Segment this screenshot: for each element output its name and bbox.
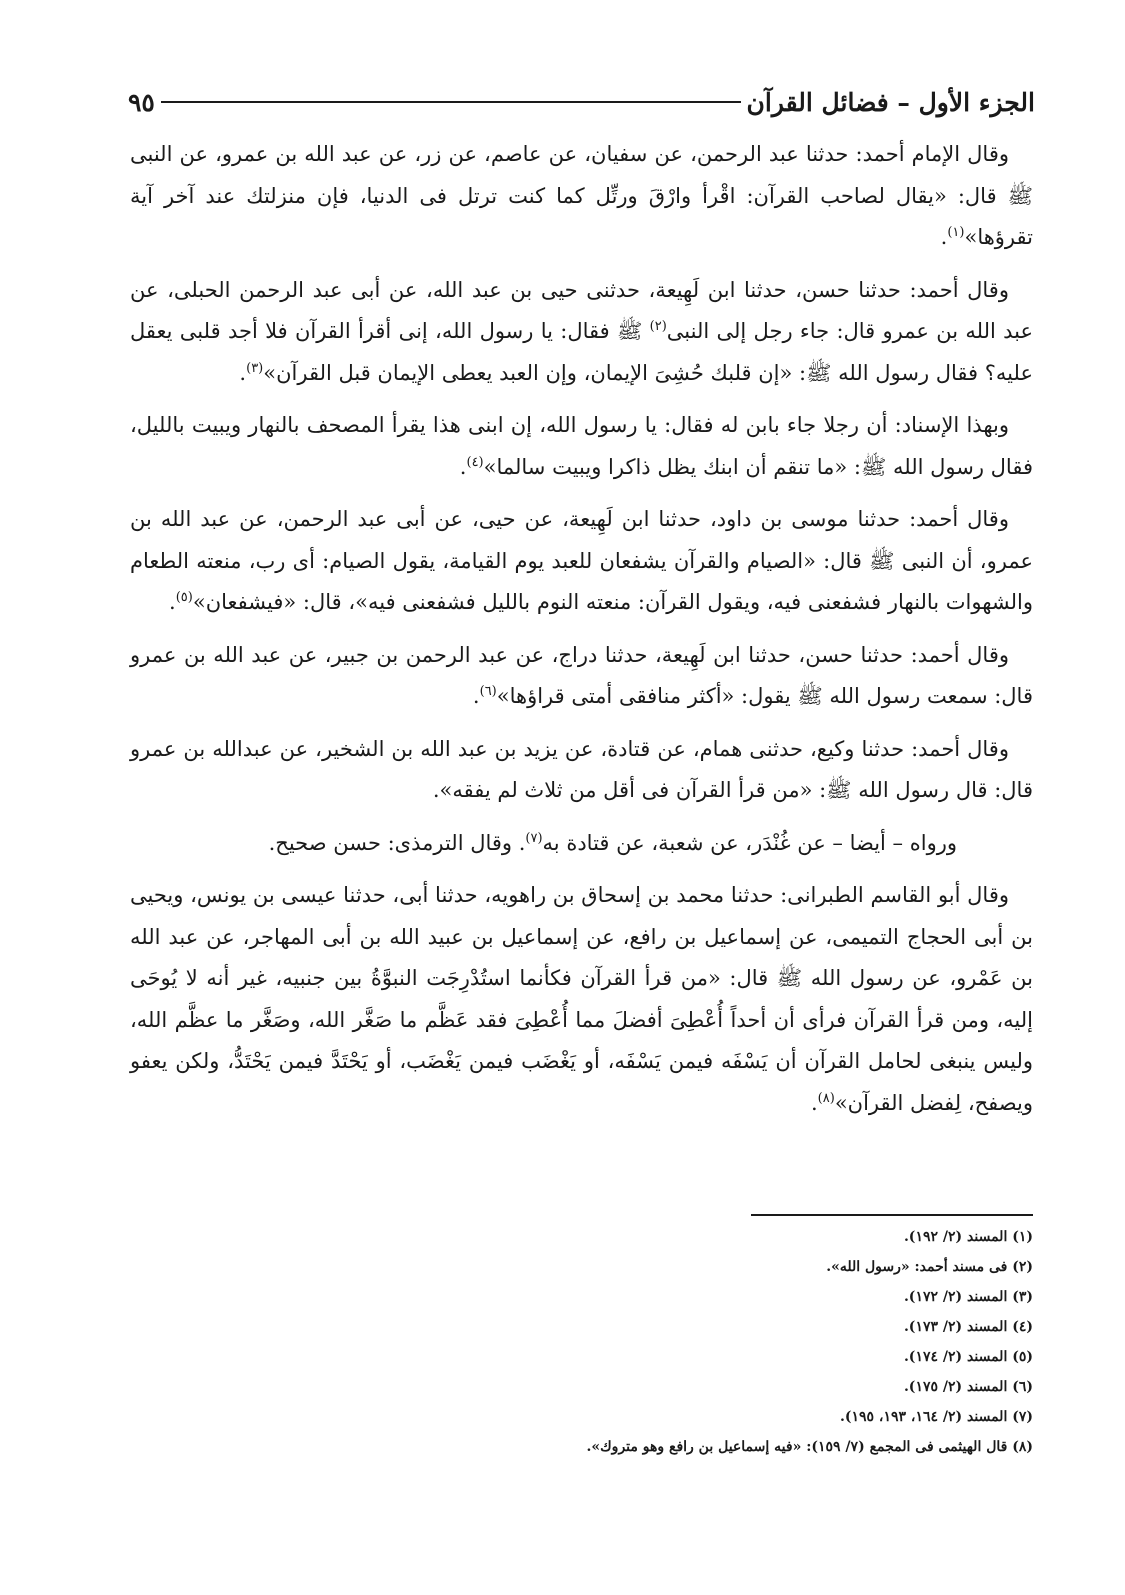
footnote-item: (١) المسند (٢/ ١٩٢). <box>903 1229 1033 1245</box>
footnote-ref: (٧) <box>525 830 543 846</box>
paragraph: وقال الإمام أحمد: حدثنا عبد الرحمن، عن سفيان، عن عاصم، عن زر، عن عبد الله بن عمرو، عن النبى ﷺ قال: «يقال لصاحب القرآن: اقْرأ وارْقَ ورتِّل كما كنت ترتل فى الدنيا، فإن منزلتك عند آخر آية تقرؤها»$^{(١)}$. <box>130 142 1033 249</box>
footnote-item: (٢) فى مسند أحمد: «رسول الله». <box>826 1259 1033 1275</box>
paragraph: وقال أحمد: حدثنا حسن، حدثنا ابن لَهِيعة، حدثنى حيى بن عبد الله، عن أبى عبد الرحمن الحبلى، عن عبد الله بن عمرو قال: جاء رجل إلى النبى$^{(٢)}$ ﷺ فقال: يا رسول الله، إنى أقرأ القرآن فلا أجد قلبى يعقل عليه؟ فقال رسول الله ﷺ: «إن قلبك حُشِىَ الإيمان، وإن العبد يعطى الإيمان قبل القرآن»$^{(٣)}$. <box>130 277 1033 385</box>
footnote-item: (٤) المسند (٢/ ١٧٣). <box>903 1319 1033 1335</box>
paragraph: وقال أحمد: حدثنا موسى بن داود، حدثنا ابن لَهِيعة، عن حيى، عن أبى عبد الرحمن، عن عبد الله بن عمرو، أن النبى ﷺ قال: «الصيام والقرآن يشفعان للعبد يوم القيامة، يقول الصيام: أى رب، منعته الطعام والشهوات بالنهار فشفعنى فيه، ويقول القرآن: منعته النوم بالليل فشفعنى فيه»، قال: «فيشفعان»$^{(٥)}$. <box>130 507 1033 614</box>
footnote-item: (٧) المسند (٢/ ١٦٤، ١٩٣، ١٩٥). <box>840 1409 1033 1425</box>
page-header <box>128 82 1035 122</box>
footnote-item: (٨) قال الهيثمى فى المجمع (٧/ ١٥٩): «فيه إسماعيل بن رافع وهو متروك». <box>586 1439 1033 1455</box>
footnote-separator <box>751 1214 1033 1216</box>
footnote-ref: (٨) <box>817 1090 835 1106</box>
footnote-ref: (٦) <box>479 684 497 699</box>
running-title: الجزء الأول – فضائل القرآن <box>746 87 1035 117</box>
footnote-item: (٥) المسند (٢/ ١٧٤). <box>903 1349 1033 1365</box>
paragraph: وقال أبو القاسم الطبرانى: حدثنا محمد بن إسحاق بن راهويه، حدثنا أبى، حدثنا عيسى بن يونس، ويحيى بن أبى الحجاج التميمى، عن إسماعيل بن رافع، عن إسماعيل بن عبيد الله بن أبى المهاجر، عن عبد الله بن عَمْرو، عن رسول الله ﷺ قال: «من قرأ القرآن فكأنما استُدْرِجَت النبوَّةُ بين جنبيه، غير أنه لا يُوحَى إليه، ومن قرأ القرآن فرأى أن أحداً أُعْطِىَ أفضلَ مما أُعْطِىَ فقد عَظَّم ما صَغَّر الله، وصَغَّر ما عظَّم الله، وليس ينبغى لحامل القرآن أن يَسْفَه فيمن يَسْفَه، أو يَغْضَب فيمن يَغْضَب، أو يَحْتَدَّ فيمن يَحْتَدُّ، ولكن يعفو ويصفح، لِفضل القرآن»$^{(٨)}$. <box>130 883 1033 1115</box>
footnote-ref: (١) <box>947 225 965 240</box>
footnote-ref: (٤) <box>466 454 484 470</box>
footnotes <box>300 1222 1033 1462</box>
header-rule <box>161 101 741 103</box>
paragraph: وبهذا الإسناد: أن رجلا جاء بابن له فقال: يا رسول الله، إن ابنى هذا يقرأ المصحف بالنهار ويبيت بالليل، فقال رسول الله ﷺ: «ما تنقم أن ابنك يظل ذاكرا ويبيت سالما»$^{(٤)}$. <box>130 413 1033 479</box>
body-text <box>130 134 1033 1135</box>
paragraph: ورواه – أيضا – عن غُنْدَر، عن شعبة، عن قتادة به$^{(٧)}$. وقال الترمذى: حسن صحيح. <box>268 830 957 855</box>
footnote-ref: (٥) <box>175 590 193 605</box>
paragraph: وقال أحمد: حدثنا وكيع، حدثنى همام، عن قتادة، عن يزيد بن عبد الله بن الشخير، عن عبدالله بن عمرو قال: قال رسول الله ﷺ: «من قرأ القرآن فى أقل من ثلاث لم يفقه». <box>130 736 1033 802</box>
page-number: ٩٥ <box>128 87 155 117</box>
footnote-item: (٣) المسند (٢/ ١٧٢). <box>903 1289 1033 1305</box>
footnote-ref: (٢) <box>649 319 667 334</box>
paragraph: وقال أحمد: حدثنا حسن، حدثنا ابن لَهِيعة، حدثنا دراج، عن عبد الرحمن بن جبير، عن عبد الله بن عمرو قال: سمعت رسول الله ﷺ يقول: «أكثر منافقى أمتى قراؤها»$^{(٦)}$. <box>130 642 1033 708</box>
footnote-ref: (٣) <box>246 360 264 376</box>
footnote-item: (٦) المسند (٢/ ١٧٥). <box>903 1379 1033 1395</box>
